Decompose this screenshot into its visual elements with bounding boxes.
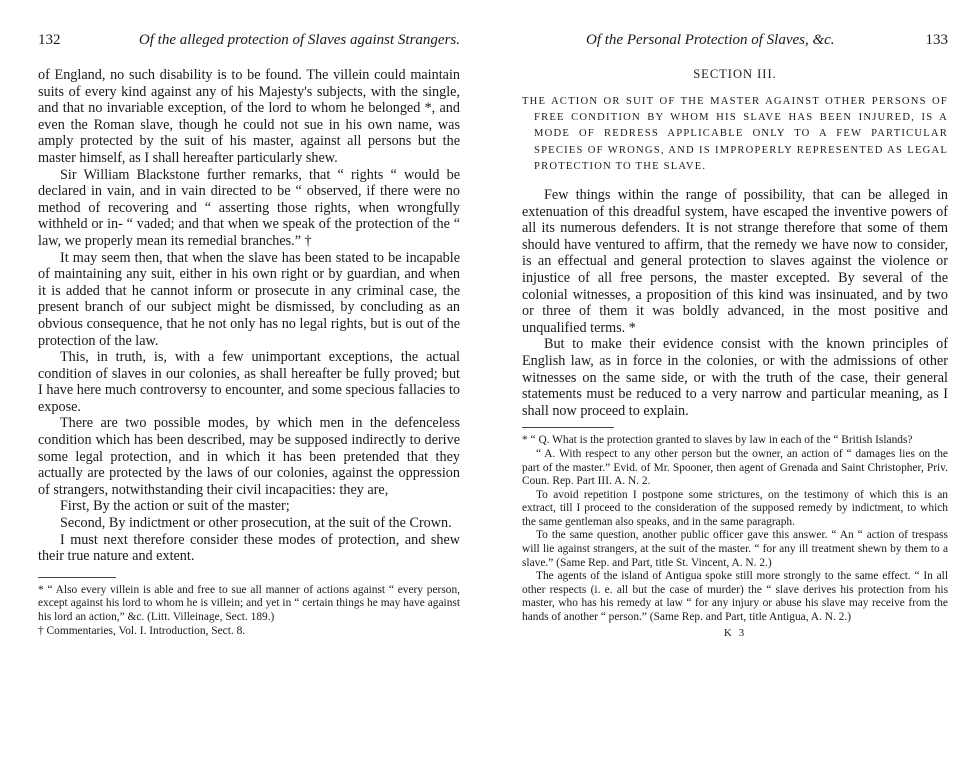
right-running-head	[522, 32, 948, 49]
left-footnote-rule	[38, 577, 116, 578]
section-title-text: THE ACTION OR SUIT OF THE MASTER AGAINST OTHER PERSONS OF FREE CONDITION BY WHOM HIS SLAVE HAS BEEN INJURED, IS A MODE OF REDRESS APPLICABLE ONLY TO A FEW PARTICULAR SPECIES OF WRONGS, AND IS IMPROPERLY REPRESENTED AS LEGAL PROTECTION TO THE SLAVE.	[522, 96, 948, 172]
right-footnote: To the same question, another public officer gave this answer. “ An “ action of trespass will lie against strangers, at the suit of the master. “ for any ill treatment shewn by them to a slave.” (Same Rep. and Part, title St. Vincent, A. N. 2.)	[522, 529, 948, 569]
left-paragraph: This, in truth, is, with a few unimportant exceptions, the actual condition of slaves in our colonies, as shall hereafter be fully proved; but I have here much controversy to encounter, and some specious fallacies to expose.	[38, 349, 460, 415]
right-paragraph: But to make their evidence consist with the known principles of English law, as in force in the colonies, or with the admissions of other witnesses on the same side, or with the truth of the case, their general statements must be reduced to a very narrow and particular meaning, as I shall now proceed to explain.	[522, 336, 948, 419]
left-paragraph: It may seem then, that when the slave has been stated to be incapable of maintaining any suit, either in his own right or by guardian, and when it is added that he cannot inform or prosecute in any criminal case, the present branch of our subject might be dismissed, by concluding as an obvious consequence, that he not only has no legal rights, but is out of the protection of the law.	[38, 249, 460, 349]
left-running-head	[38, 32, 460, 49]
left-paragraph: There are two possible modes, by which men in the defenceless condition which has been described, may be supposed indirectly to derive some legal protection, and in which it has been pretended that they actually are protected by the laws of our colonies, against the oppression of strangers, notwithstanding their civil incapacities: they are,	[38, 415, 460, 498]
left-paragraph: I must next therefore consider these modes of protection, and shew their true nature and extent.	[38, 531, 460, 565]
right-body-text	[522, 187, 948, 419]
left-paragraph: of England, no such disability is to be found. The villein could maintain suits of every kind against any of his Majesty's subjects, with the single, and that no invariable exception, of the lord to whom he belonged *, and even the Roman slave, though he could not sue in his own name, was amply protected by the suit of his master, against all persons but the master himself, as I shall hereafter particularly shew.	[38, 67, 460, 166]
right-footnote: The agents of the island of Antigua spoke still more strongly to the same effect. “ In all other respects (i. e. all but the case of murder) the “ slave derives his protection from his master, who has his remedy at law “ for any injury or abuse his slave may receive from the hands of another “ person.” (Same Rep. and Part, title Antigua, A. N. 2.)	[522, 570, 948, 624]
section-heading: SECTION III.	[693, 67, 777, 81]
left-footnote: † Commentaries, Vol. I. Introduction, Sect. 8.	[38, 624, 246, 637]
left-page-number: 132	[38, 32, 61, 48]
left-list-item: Second, By indictment or other prosecution, at the suit of the Crown.	[60, 515, 452, 532]
signature-mark: K 3	[723, 626, 747, 639]
left-footnotes	[38, 584, 460, 638]
right-footnote-rule	[522, 427, 614, 428]
right-running-title: Of the Personal Protection of Slaves, &c.	[586, 32, 835, 48]
left-footnote: * “ Also every villein is able and free to sue all manner of actions against “ every person, except against his lord to whom he is villein; and yet in “ certain things he may have against his lord an action,” &c. (Litt. Villeinage, Sect. 189.)	[38, 583, 460, 623]
left-paragraph: Sir William Blackstone further remarks, that “ rights “ would be declared in vain, and in vain directed to be “ observed, if there were no method of recovering and “ asserting those rights, when wrongfully withheld or in- “ vaded; and that when we speak of the protection of the “ law, we properly mean its remedial branches.” †	[38, 166, 460, 249]
right-paragraph: Few things within the range of possibility, that can be alleged in extenuation of this dreadful system, have escaped the inventive powers of all its numerous defenders. It is not strange therefore that some of them should have ventured to affirm, that the remedy we have now to consider, is an effectual and general protection to slaves against the violence or injustice of all free persons, the master excepted. By several of the colonial witnesses, a proposition of this kind was insinuated, and by two or three of them it was boldly advanced, in the most positive and unqualified terms. *	[522, 187, 948, 336]
left-running-title: Of the alleged protection of Slaves against Strangers.	[138, 32, 460, 48]
right-footnotes	[522, 434, 948, 624]
right-footnote: “ A. With respect to any other person but the owner, an action of “ damages lies on the part of the master.” Evid. of Mr. Spooner, then agent of Grenada and Saint Christopher, Priv. Coun. Rep. Part III. A. N. 2.	[522, 447, 948, 488]
section-title	[522, 94, 948, 175]
right-page	[490, 0, 980, 757]
right-footnote: * “ Q. What is the protection granted to slaves by law in each of the “ British Islands?	[522, 434, 913, 447]
right-footnote: To avoid repetition I postpone some strictures, on the testimony of which this is an extract, till I proceed to the consideration of the supposed remedy by indictment, to which the same gentleman also speaks, and in the same paragraph.	[522, 488, 948, 528]
right-page-number: 133	[925, 32, 948, 48]
left-list-item: First, By the action or suit of the master;	[60, 498, 290, 515]
left-body-text	[38, 67, 460, 565]
